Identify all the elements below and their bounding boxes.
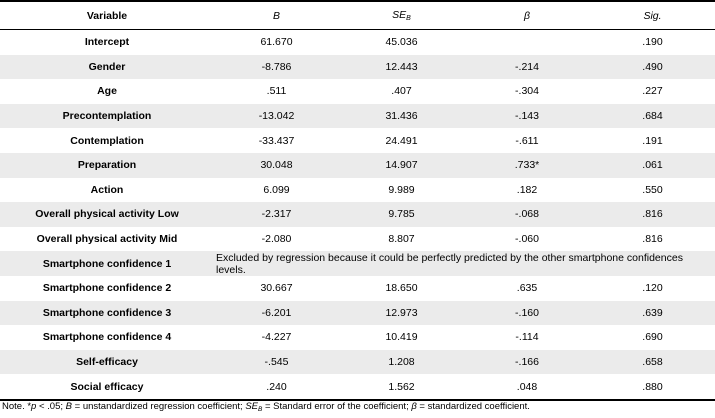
cell-sig: .191 <box>642 134 663 147</box>
cell-sig: .880 <box>590 374 715 400</box>
cell-variable: Smartphone confidence 3 <box>0 301 214 326</box>
header-se-text: SE <box>392 9 407 21</box>
table-row <box>0 276 715 301</box>
cell-se: 24.491 <box>385 134 418 147</box>
note-p: p <box>31 401 37 412</box>
cell-se: 14.907 <box>339 153 464 178</box>
cell-se: 1.208 <box>339 350 464 375</box>
cell-se: 12.443 <box>339 55 464 80</box>
cell-beta: .182 <box>516 183 538 196</box>
header-se-sub: B <box>406 15 411 22</box>
cell-sig: .190 <box>642 36 663 49</box>
cell-se: 10.419 <box>385 331 418 344</box>
cell-b: 30.048 <box>214 153 339 178</box>
table-row <box>0 227 715 252</box>
cell-sig: .816 <box>642 233 663 246</box>
note-lead: Note. * <box>2 401 32 412</box>
note-text-3: = Standard error of the coefficient; <box>262 401 412 412</box>
cell-b: -33.437 <box>258 134 295 147</box>
cell-beta: .635 <box>516 282 538 295</box>
cell-se: 45.036 <box>385 36 418 49</box>
cell-variable: Intercept <box>84 36 130 49</box>
header-variable: Variable <box>0 1 214 30</box>
cell-b: 30.667 <box>260 282 293 295</box>
cell-sig: .120 <box>642 282 663 295</box>
cell-variable: Social efficacy <box>0 374 214 400</box>
cell-beta <box>464 30 590 55</box>
header-beta: β <box>464 1 590 30</box>
cell-sig: .684 <box>590 104 715 129</box>
cell-se: 9.989 <box>388 183 415 196</box>
cell-variable: Contemplation <box>70 134 144 147</box>
cell-sig: .816 <box>590 202 715 227</box>
note-b: B <box>65 401 72 412</box>
cell-variable: Smartphone confidence 2 <box>42 282 172 295</box>
cell-sig: .550 <box>642 183 663 196</box>
cell-se: 31.436 <box>339 104 464 129</box>
cell-b: -13.042 <box>214 104 339 129</box>
cell-sig: .061 <box>590 153 715 178</box>
cell-excluded-note: Excluded by regression because it could be perfectly predicted by the other smartphone confidences levels. <box>214 251 715 276</box>
cell-b: -8.786 <box>214 55 339 80</box>
note-se: SE <box>245 401 258 412</box>
note-text-4: = standardized coefficient. <box>416 401 530 412</box>
cell-variable: Overall physical activity Mid <box>36 233 178 246</box>
cell-beta: -.060 <box>515 233 539 246</box>
cell-variable: Action <box>90 183 124 196</box>
cell-b: .511 <box>266 85 287 98</box>
cell-beta: -.304 <box>515 85 539 98</box>
cell-beta: -.114 <box>515 331 539 344</box>
cell-se: 9.785 <box>339 202 464 227</box>
cell-beta: .048 <box>464 374 590 400</box>
cell-se: 1.562 <box>339 374 464 400</box>
note-text-2: = unstandardized regression coefficient; <box>72 401 246 412</box>
table-row <box>0 301 715 326</box>
cell-b: -4.227 <box>261 331 292 344</box>
cell-b: -6.201 <box>214 301 339 326</box>
table-note <box>2 401 530 413</box>
cell-beta: -.166 <box>464 350 590 375</box>
cell-b: -2.080 <box>261 233 292 246</box>
cell-variable: Smartphone confidence 4 <box>42 331 172 344</box>
table-header-row <box>0 1 715 30</box>
cell-sig: .227 <box>642 85 663 98</box>
cell-beta: -.611 <box>515 134 539 147</box>
cell-se: 8.807 <box>388 233 415 246</box>
cell-beta: .733* <box>464 153 590 178</box>
table-row <box>0 202 715 227</box>
cell-sig: .690 <box>642 331 663 344</box>
cell-b: 6.099 <box>263 183 290 196</box>
header-sig: Sig. <box>590 1 715 30</box>
table-row <box>0 104 715 129</box>
cell-variable: Gender <box>0 55 214 80</box>
header-b: B <box>214 1 339 30</box>
table-row <box>0 325 715 350</box>
note-se-sub-text: B <box>258 406 263 413</box>
cell-se: 12.973 <box>339 301 464 326</box>
cell-beta: -.214 <box>464 55 590 80</box>
table-row <box>0 55 715 80</box>
header-se <box>339 1 464 30</box>
cell-variable: Age <box>97 85 117 98</box>
cell-beta: -.160 <box>464 301 590 326</box>
cell-sig: .490 <box>590 55 715 80</box>
cell-variable: Preparation <box>0 153 214 178</box>
cell-variable: Precontemplation <box>0 104 214 129</box>
table-row <box>0 350 715 375</box>
table-body <box>0 30 715 400</box>
table-row <box>0 30 715 55</box>
table-row <box>0 128 715 153</box>
note-text-1: < .05; <box>36 401 66 412</box>
cell-beta: -.068 <box>464 202 590 227</box>
cell-se: .407 <box>391 85 412 98</box>
table-row <box>0 251 715 276</box>
cell-b: .240 <box>214 374 339 400</box>
cell-sig: .639 <box>590 301 715 326</box>
cell-sig: .658 <box>590 350 715 375</box>
table-row <box>0 153 715 178</box>
cell-variable: Overall physical activity Low <box>0 202 214 227</box>
cell-se: 18.650 <box>385 282 418 295</box>
cell-b: -2.317 <box>214 202 339 227</box>
cell-variable: Smartphone confidence 1 <box>0 251 214 276</box>
note-beta: β <box>411 401 417 412</box>
cell-b: -.545 <box>214 350 339 375</box>
cell-b: 61.670 <box>260 36 293 49</box>
table-row <box>0 178 715 203</box>
table-row <box>0 374 715 400</box>
cell-variable: Self-efficacy <box>0 350 214 375</box>
cell-beta: -.143 <box>464 104 590 129</box>
table-row <box>0 79 715 104</box>
